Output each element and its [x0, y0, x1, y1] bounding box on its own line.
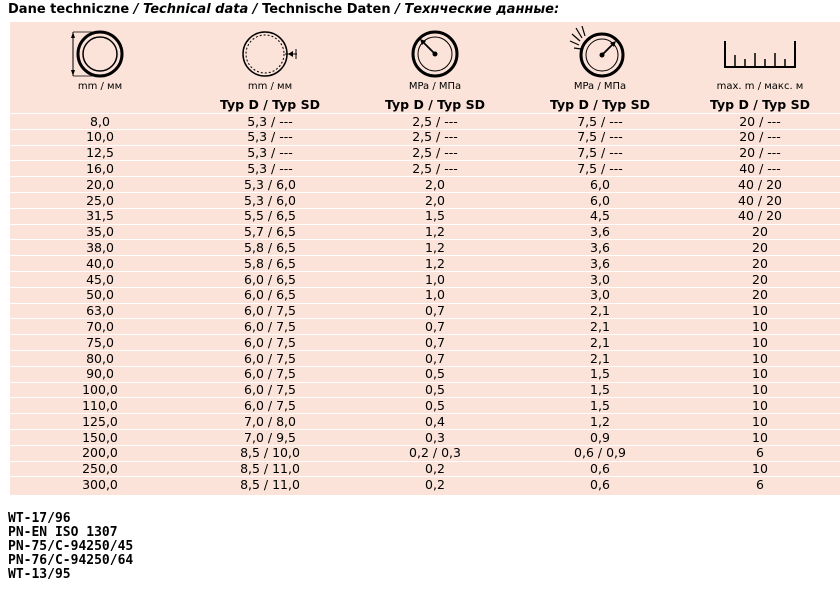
table-cell: 10: [752, 397, 768, 413]
unit-label: mm / мм: [247, 81, 293, 92]
table-cell: 80,0: [86, 350, 114, 366]
standard-item: WT-17/96: [8, 511, 71, 526]
table-cell: 40 / ---: [739, 160, 781, 176]
table-cell: 125,0: [82, 413, 118, 429]
table-cell: 6,0 / 7,5: [244, 334, 296, 350]
table-cell: 1,5: [590, 397, 610, 413]
table-cell: 0,7: [425, 334, 445, 350]
table-cell: 1,0: [425, 271, 445, 287]
table-cell: 8,5 / 10,0: [240, 445, 300, 461]
table-cell: 8,0: [90, 113, 110, 129]
table-cell: 63,0: [86, 303, 114, 319]
table-cell: 1,2: [425, 239, 445, 255]
table-cell: 3,0: [590, 271, 610, 287]
table-cell: 1,0: [425, 287, 445, 303]
table-cell: 2,1: [590, 318, 610, 334]
table-cell: 5,8 / 6,5: [244, 239, 296, 255]
table-cell: 10: [752, 382, 768, 398]
hose-diameter-icon: [50, 26, 150, 82]
table-cell: 6,0 / 7,5: [244, 366, 296, 382]
table-cell: 5,3 / ---: [247, 160, 293, 176]
table-cell: 1,5: [590, 366, 610, 382]
table-cell: 2,1: [590, 350, 610, 366]
table-cell: 10: [752, 413, 768, 429]
type-header: Typ D / Typ SD: [549, 97, 650, 112]
table-cell: 5,8 / 6,5: [244, 255, 296, 271]
table-cell: 35,0: [86, 224, 114, 240]
table-cell: 0,6: [590, 461, 610, 477]
table-cell: 7,5 / ---: [577, 160, 623, 176]
table-cell: 40,0: [86, 255, 114, 271]
table-cell: 0,7: [425, 350, 445, 366]
table-cell: 6,0 / 6,5: [244, 271, 296, 287]
title-sep: /: [390, 2, 405, 17]
table-cell: 6,0: [590, 176, 610, 192]
table-cell: 20: [752, 271, 768, 287]
table-cell: 6: [756, 476, 764, 492]
table-cell: 100,0: [82, 382, 118, 398]
table-cell: 10,0: [86, 129, 114, 145]
table-cell: 7,0 / 8,0: [244, 413, 296, 429]
table-cell: 2,1: [590, 303, 610, 319]
unit-label: MPa / МПа: [573, 81, 627, 92]
table-cell: 70,0: [86, 318, 114, 334]
table-cell: 7,5 / ---: [577, 113, 623, 129]
table-cell: 20: [752, 224, 768, 240]
table-cell: 38,0: [86, 239, 114, 255]
table-cell: 3,6: [590, 255, 610, 271]
table-cell: 6: [756, 445, 764, 461]
table-cell: 300,0: [82, 476, 118, 492]
table-cell: 2,0: [425, 176, 445, 192]
table-cell: 1,2: [590, 413, 610, 429]
title-polish: Dane techniczne: [8, 2, 130, 17]
table-cell: 20: [752, 287, 768, 303]
table-cell: 0,2: [425, 461, 445, 477]
standard-item: PN-EN ISO 1307: [8, 525, 118, 540]
table-cell: 0,9: [590, 429, 610, 445]
table-cell: 0,2: [425, 476, 445, 492]
unit-label: MPa / МПа: [408, 81, 462, 92]
table-cell: 6,0 / 7,5: [244, 350, 296, 366]
table-cell: 6,0 / 7,5: [244, 318, 296, 334]
wall-thickness-icon: [215, 26, 325, 82]
table-cell: 5,3 / 6,0: [244, 176, 296, 192]
table-cell: 20 / ---: [739, 113, 781, 129]
table-cell: 40 / 20: [738, 192, 782, 208]
table-cell: 2,5 / ---: [412, 129, 458, 145]
table-cell: 2,0: [425, 192, 445, 208]
type-header: Typ D / Typ SD: [709, 97, 810, 112]
table-cell: 8,5 / 11,0: [240, 461, 300, 477]
table-cell: 6,0 / 7,5: [244, 303, 296, 319]
table-cell: 40 / 20: [738, 176, 782, 192]
table-cell: 2,5 / ---: [412, 145, 458, 161]
table-cell: 6,0 / 6,5: [244, 287, 296, 303]
title-sep: /: [129, 2, 144, 17]
table-cell: 0,4: [425, 413, 445, 429]
table-cell: 10: [752, 303, 768, 319]
title-sep: /: [248, 2, 263, 17]
table-cell: 10: [752, 429, 768, 445]
table-cell: 2,5 / ---: [412, 160, 458, 176]
table-cell: 3,6: [590, 239, 610, 255]
table-cell: 7,5 / ---: [577, 129, 623, 145]
technical-data-table: [10, 22, 840, 495]
title-german: Technische Daten: [262, 2, 391, 17]
standard-item: PN-75/C-94250/45: [8, 539, 134, 554]
table-cell: 5,3 / ---: [247, 129, 293, 145]
type-header: Typ D / Typ SD: [219, 97, 320, 112]
standard-item: PN-76/C-94250/64: [8, 553, 134, 568]
title-english: Technical data: [143, 2, 249, 17]
table-cell: 1,2: [425, 255, 445, 271]
table-cell: 1,2: [425, 224, 445, 240]
title-russian: Технческие данные:: [404, 2, 560, 17]
table-cell: 3,6: [590, 224, 610, 240]
table-cell: 5,5 / 6,5: [244, 208, 296, 224]
table-cell: 8,5 / 11,0: [240, 476, 300, 492]
table-cell: 20 / ---: [739, 145, 781, 161]
table-cell: 150,0: [82, 429, 118, 445]
table-cell: 0,3: [425, 429, 445, 445]
table-cell: 2,5 / ---: [412, 113, 458, 129]
table-cell: 0,5: [425, 397, 445, 413]
table-cell: 5,7 / 6,5: [244, 224, 296, 240]
type-header: Typ D / Typ SD: [384, 97, 485, 112]
table-cell: 25,0: [86, 192, 114, 208]
table-cell: 1,5: [590, 382, 610, 398]
table-cell: 20 / ---: [739, 129, 781, 145]
table-cell: 16,0: [86, 160, 114, 176]
table-cell: 10: [752, 461, 768, 477]
table-cell: 0,7: [425, 303, 445, 319]
table-cell: 20,0: [86, 176, 114, 192]
table-cell: 10: [752, 318, 768, 334]
table-cell: 20: [752, 239, 768, 255]
table-cell: 50,0: [86, 287, 114, 303]
table-cell: 45,0: [86, 271, 114, 287]
table-cell: 0,5: [425, 366, 445, 382]
table-cell: 31,5: [86, 208, 114, 224]
table-cell: 200,0: [82, 445, 118, 461]
table-cell: 0,6: [590, 476, 610, 492]
table-cell: 10: [752, 350, 768, 366]
standard-item: WT-13/95: [8, 567, 71, 582]
table-cell: 5,3 / ---: [247, 113, 293, 129]
burst-pressure-gauge-icon: [545, 26, 655, 82]
pressure-gauge-icon: [380, 26, 490, 82]
table-cell: 250,0: [82, 461, 118, 477]
table-cell: 10: [752, 366, 768, 382]
table-cell: 0,7: [425, 318, 445, 334]
length-ruler-icon: [705, 26, 815, 82]
table-cell: 10: [752, 334, 768, 350]
table-cell: 6,0: [590, 192, 610, 208]
standards-list: [8, 512, 133, 582]
table-cell: 12,5: [86, 145, 114, 161]
table-cell: 7,5 / ---: [577, 145, 623, 161]
table-cell: 75,0: [86, 334, 114, 350]
page-title: [8, 2, 559, 17]
table-cell: 2,1: [590, 334, 610, 350]
table-cell: 6,0 / 7,5: [244, 382, 296, 398]
table-cell: 0,2 / 0,3: [409, 445, 461, 461]
table-cell: 1,5: [425, 208, 445, 224]
unit-label: mm / мм: [77, 81, 123, 92]
table-cell: 40 / 20: [738, 208, 782, 224]
table-cell: 0,5: [425, 382, 445, 398]
table-cell: 110,0: [82, 397, 118, 413]
unit-label: max. m / макс. м: [716, 81, 804, 92]
table-cell: 5,3 / 6,0: [244, 192, 296, 208]
table-cell: 7,0 / 9,5: [244, 429, 296, 445]
table-cell: 5,3 / ---: [247, 145, 293, 161]
table-cell: 3,0: [590, 287, 610, 303]
table-cell: 0,6 / 0,9: [574, 445, 626, 461]
table-cell: 20: [752, 255, 768, 271]
table-cell: 90,0: [86, 366, 114, 382]
table-cell: 4,5: [590, 208, 610, 224]
table-cell: 6,0 / 7,5: [244, 397, 296, 413]
